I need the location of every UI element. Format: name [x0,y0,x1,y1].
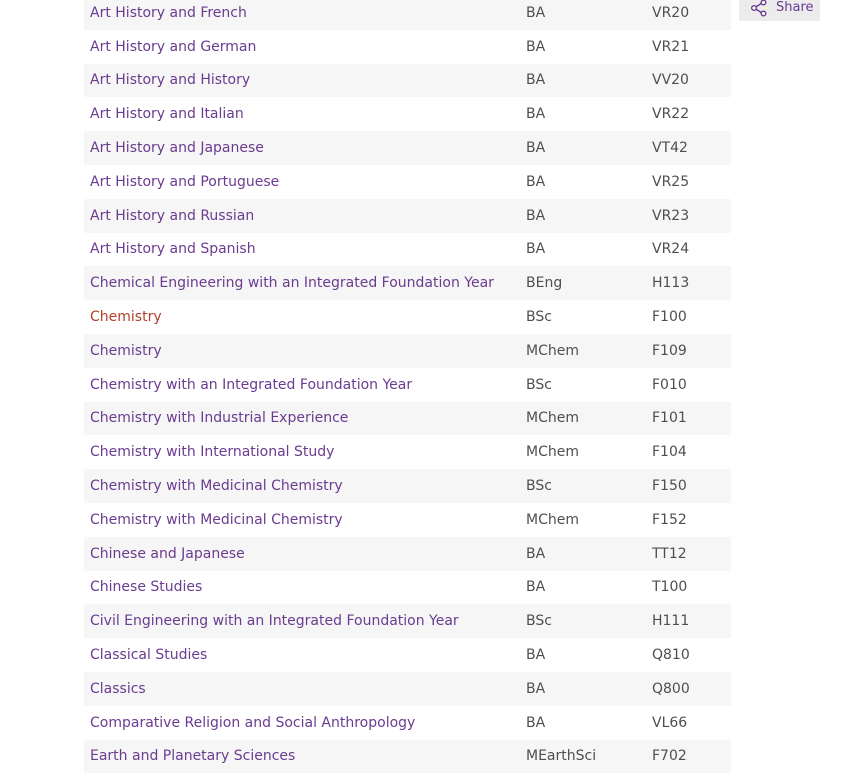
course-name-cell [84,266,526,300]
course-name-cell [84,435,526,469]
course-name-cell [84,638,526,672]
course-link[interactable]: Chemistry with Medicinal Chemistry [90,478,343,495]
course-qualification: BSc [526,309,552,326]
course-name-cell [84,64,526,98]
course-row [84,233,731,267]
course-ucas-code: VR20 [652,4,690,21]
course-row [84,165,731,199]
course-row [84,0,731,30]
course-name-cell [84,30,526,64]
course-qualification: BEng [526,275,563,292]
course-row [84,97,731,131]
course-list-table [84,0,731,773]
course-qualification: BA [526,241,546,258]
course-qualification: MChem [526,444,579,461]
course-link[interactable]: Art History and Italian [90,106,244,123]
course-ucas-code: VR24 [652,241,690,258]
course-ucas-code: VL66 [652,714,688,731]
course-name-cell [84,740,526,773]
course-qualification: BSc [526,613,552,630]
course-ucas-code: VR22 [652,106,690,123]
course-qualification: BA [526,680,546,697]
course-ucas-code: F010 [652,376,687,393]
course-row [84,266,731,300]
course-row [84,706,731,740]
course-ucas-code: F100 [652,309,687,326]
course-name-cell [84,469,526,503]
course-link[interactable]: Art History and Spanish [90,241,256,258]
course-row [84,672,731,706]
course-name-cell [84,706,526,740]
course-name-cell [84,131,526,165]
course-qualification: BA [526,207,546,224]
course-ucas-code: T100 [652,579,688,596]
course-row [84,604,731,638]
course-name-cell [84,672,526,706]
course-name-cell [84,0,526,30]
course-row [84,469,731,503]
course-qualification: BA [526,579,546,596]
course-qualification: BA [526,714,546,731]
course-name-cell [84,402,526,436]
course-link[interactable]: Art History and History [90,72,251,89]
course-link[interactable]: Chemical Engineering with an Integrated Foundation Year [90,275,494,292]
course-name-cell [84,97,526,131]
course-link[interactable]: Chemistry with Industrial Experience [90,410,349,427]
course-name-cell [84,300,526,334]
course-row [84,537,731,571]
course-row [84,435,731,469]
course-ucas-code: VT42 [652,140,688,157]
course-qualification: BA [526,647,546,664]
course-name-cell [84,233,526,267]
course-row [84,402,731,436]
course-qualification: BA [526,545,546,562]
course-row [84,300,731,334]
course-ucas-code: F150 [652,478,687,495]
course-qualification: MChem [526,410,579,427]
course-ucas-code: VR21 [652,38,690,55]
course-link[interactable]: Chinese and Japanese [90,545,245,562]
course-link[interactable]: Art History and Russian [90,207,255,224]
course-name-cell [84,165,526,199]
course-name-cell [84,503,526,537]
course-qualification: BSc [526,376,552,393]
course-ucas-code: H111 [652,613,690,630]
course-ucas-code: Q810 [652,647,690,664]
course-link[interactable]: Art History and German [90,38,257,55]
course-link[interactable]: Classics [90,680,146,697]
share-icon [750,0,768,17]
course-name-cell [84,604,526,638]
course-qualification: BA [526,173,546,190]
course-ucas-code: VR25 [652,173,690,190]
course-qualification: MChem [526,511,579,528]
course-list-body [84,0,731,773]
course-name-cell [84,334,526,368]
course-row [84,30,731,64]
course-row [84,740,731,773]
course-qualification: BA [526,72,546,89]
course-row [84,503,731,537]
course-ucas-code: Q800 [652,680,690,697]
course-row [84,368,731,402]
share-label: Share [776,0,814,15]
course-link[interactable]: Chemistry with Medicinal Chemistry [90,511,343,528]
course-ucas-code: VV20 [652,72,689,89]
course-qualification: BA [526,38,546,55]
course-name-cell [84,368,526,402]
course-qualification: BA [526,140,546,157]
course-qualification: BSc [526,478,552,495]
course-ucas-code: F152 [652,511,687,528]
course-name-cell [84,199,526,233]
course-link[interactable]: Art History and Portuguese [90,173,280,190]
course-row [84,131,731,165]
course-ucas-code: VR23 [652,207,690,224]
course-link[interactable]: Art History and Japanese [90,140,264,157]
course-row [84,199,731,233]
course-ucas-code: TT12 [652,545,687,562]
course-link[interactable]: Comparative Religion and Social Anthropology [90,714,416,731]
course-ucas-code: F702 [652,748,687,765]
course-link[interactable]: Chemistry with International Study [90,444,335,461]
course-link[interactable]: Chemistry with an Integrated Foundation Year [90,376,413,393]
course-ucas-code: F109 [652,342,687,359]
course-link[interactable]: Chinese Studies [90,579,203,596]
course-qualification: MEarthSci [526,748,597,765]
course-qualification: BA [526,4,546,21]
course-name-cell [84,571,526,605]
course-qualification: BA [526,106,546,123]
course-link[interactable]: Classical Studies [90,647,208,664]
course-ucas-code: F101 [652,410,687,427]
course-link[interactable]: Chemistry [90,342,162,359]
course-ucas-code: H113 [652,275,690,292]
course-qualification: MChem [526,342,579,359]
course-link[interactable]: Earth and Planetary Sciences [90,748,296,765]
course-row [84,334,731,368]
course-row [84,638,731,672]
course-link[interactable]: Chemistry [90,309,162,326]
share-button[interactable] [739,0,820,21]
course-link[interactable]: Art History and French [90,4,247,21]
course-ucas-code: F104 [652,444,687,461]
course-link[interactable]: Civil Engineering with an Integrated Foundation Year [90,613,459,630]
course-row [84,64,731,98]
course-row [84,571,731,605]
course-name-cell [84,537,526,571]
